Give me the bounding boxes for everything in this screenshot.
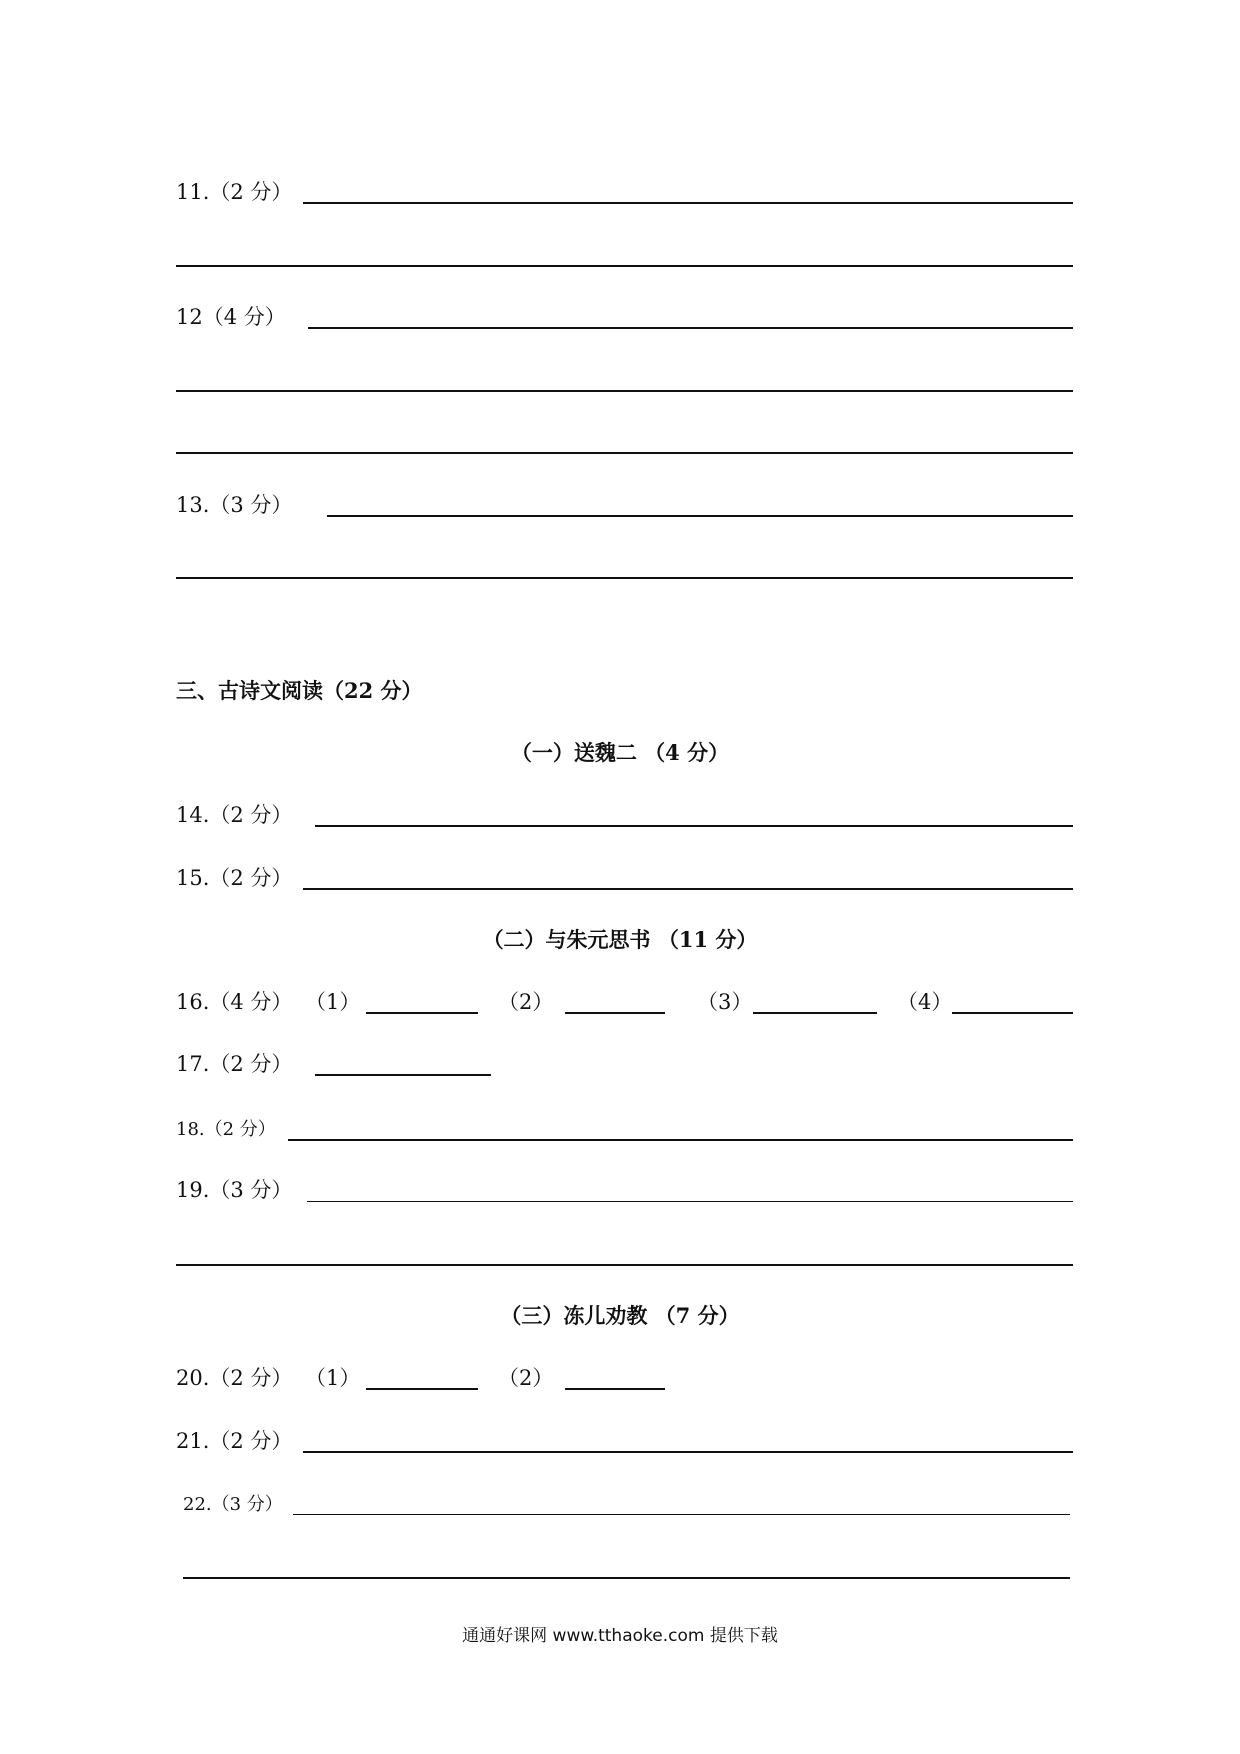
q12-label: 12（4 分） (176, 305, 286, 329)
q20-label: 20.（2 分） (176, 1366, 293, 1390)
q16-label: 16.（4 分） (176, 990, 293, 1014)
q12-answer-line-1[interactable] (308, 327, 1073, 329)
q20-sub1-label: （1） (305, 1366, 361, 1390)
q17-label: 17.（2 分） (176, 1052, 293, 1076)
q12-answer-line-2[interactable] (176, 390, 1073, 392)
q17-answer-blank[interactable] (315, 1074, 491, 1076)
q15-label: 15.（2 分） (176, 866, 293, 890)
q22-answer-line-2[interactable] (183, 1577, 1070, 1579)
q19-answer-line-1[interactable] (307, 1201, 1073, 1202)
q16-sub3-label: （3） (697, 990, 753, 1014)
q11-answer-line-2[interactable] (176, 265, 1073, 267)
footer-text: 通通好课网 www.tthaoke.com 提供下载 (462, 1626, 778, 1646)
q22-label: 22.（3 分） (183, 1494, 283, 1515)
q16-sub4-label: （4） (897, 990, 953, 1014)
q15-answer-line[interactable] (303, 888, 1073, 890)
q14-answer-line[interactable] (315, 825, 1073, 827)
q18-label: 18.（2 分） (176, 1119, 276, 1140)
q20-sub2-blank[interactable] (565, 1388, 665, 1390)
q21-answer-line[interactable] (303, 1451, 1073, 1453)
q16-sub1-label: （1） (305, 990, 361, 1014)
q13-answer-line-2[interactable] (176, 577, 1073, 579)
q16-sub3-blank[interactable] (753, 1012, 877, 1014)
q19-label: 19.（3 分） (176, 1178, 293, 1202)
q16-sub1-blank[interactable] (366, 1012, 478, 1014)
q13-answer-line-1[interactable] (327, 515, 1073, 517)
q13-label: 13.（3 分） (176, 493, 293, 517)
q18-answer-line[interactable] (288, 1139, 1073, 1141)
section-title: 三、古诗文阅读（22 分） (176, 678, 423, 703)
q11-label: 11.（2 分） (176, 180, 293, 204)
q20-sub1-blank[interactable] (366, 1388, 478, 1390)
q11-answer-line-1[interactable] (303, 202, 1073, 204)
part2-heading: （二）与朱元思书 （11 分） (482, 927, 758, 952)
q19-answer-line-2[interactable] (176, 1264, 1073, 1266)
part3-heading: （三）冻儿劝教 （7 分） (500, 1303, 740, 1328)
q22-answer-line-1[interactable] (293, 1514, 1070, 1515)
q12-answer-line-3[interactable] (176, 452, 1073, 454)
q16-sub4-blank[interactable] (952, 1012, 1073, 1014)
q14-label: 14.（2 分） (176, 803, 293, 827)
q16-sub2-label: （2） (498, 990, 554, 1014)
q16-sub2-blank[interactable] (565, 1012, 665, 1014)
q20-sub2-label: （2） (498, 1366, 554, 1390)
q21-label: 21.（2 分） (176, 1429, 293, 1453)
part1-heading: （一）送魏二 （4 分） (510, 740, 730, 765)
